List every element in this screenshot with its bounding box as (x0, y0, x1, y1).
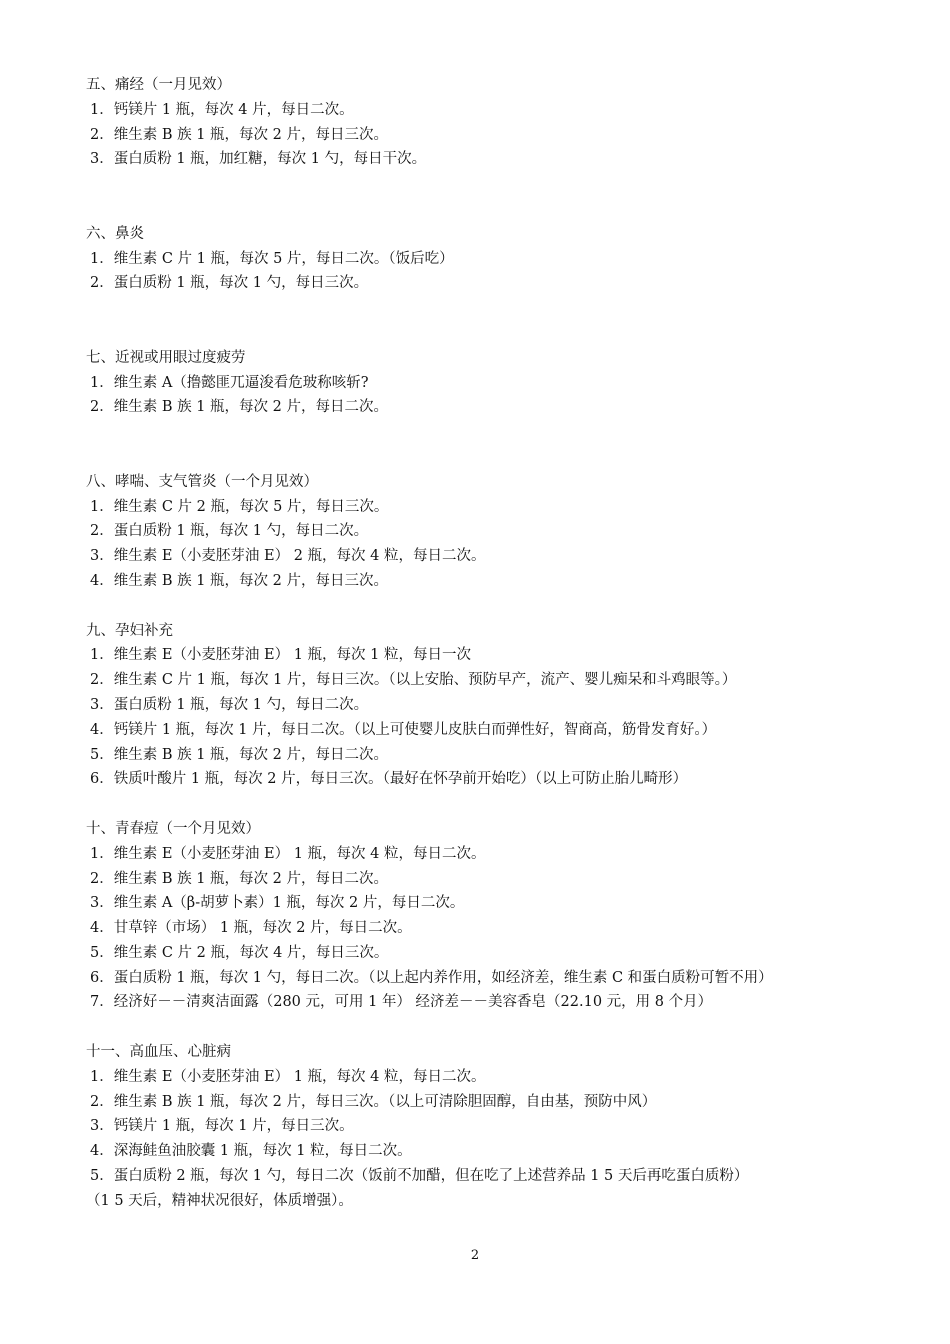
list-item: 6．铁质叶酸片 1 瓶，每次 2 片，每日三次。（最好在怀孕前开始吃）（以上可防止胎儿畸形） (90, 771, 688, 788)
section-heading: 十一、高血压、心脏病 (86, 1044, 231, 1061)
list-item: 3．维生素 A（β-胡萝卜素）1 瓶，每次 2 片，每日二次。 (90, 895, 465, 912)
list-item: 1．维生素 C 片 2 瓶，每次 5 片，每日三次。 (90, 498, 389, 515)
list-item: 2．维生素 B 族 1 瓶，每次 2 片，每日二次。 (90, 399, 388, 416)
section-heading: 九、孕妇补充 (86, 622, 173, 639)
list-item: 3．蛋白质粉 1 瓶，每次 1 勺，每日二次。 (90, 696, 369, 713)
section-eye-fatigue (86, 346, 876, 420)
list-item: 2．蛋白质粉 1 瓶，每次 1 勺，每日二次。 (90, 523, 369, 540)
section-heading: 五、痛经（一月见效） (86, 77, 231, 93)
section-hypertension (86, 1040, 876, 1214)
list-item: 3．钙镁片 1 瓶，每次 1 片，每日三次。 (90, 1118, 354, 1135)
list-item: 2．维生素 B 族 1 瓶，每次 2 片，每日三次。 (90, 126, 388, 143)
list-item: 1．维生素 C 片 1 瓶，每次 5 片，每日二次。（饭后吃） (90, 250, 454, 267)
section-asthma (86, 470, 876, 594)
list-item: 1．维生素 A（撸懿匪兀逼浚看危玻称咳斩? (90, 374, 369, 391)
list-item: 3．蛋白质粉 1 瓶，加红糖，每次 1 勺，每日干次。 (90, 151, 427, 168)
list-item: 4．钙镁片 1 瓶，每次 1 片，每日二次。（以上可使婴儿皮肤白而弹性好，智商高，筋骨发育好。） (90, 721, 717, 738)
list-item: 5．蛋白质粉 2 瓶，每次 1 勺，每日二次（饭前不加醋，但在吃了上述营养品 1 5 天后再吃蛋白质粉） (90, 1168, 749, 1185)
section-heading: 八、哮喘、支气管炎（一个月见效） (86, 473, 318, 490)
section-dysmenorrhea (86, 73, 876, 172)
list-item: 1．钙镁片 1 瓶，每次 4 片，每日二次。 (90, 101, 354, 118)
list-item: 5．维生素 C 片 2 瓶，每次 4 片，每日三次。 (90, 944, 389, 961)
list-item: 4．维生素 B 族 1 瓶，每次 2 片，每日三次。 (90, 572, 388, 589)
section-heading: 十、青春痘（一个月见效） (86, 820, 260, 837)
list-item: 5．维生素 B 族 1 瓶，每次 2 片，每日二次。 (90, 746, 388, 763)
section-acne (86, 817, 876, 1015)
section-heading: 七、近视或用眼过度疲劳 (86, 349, 246, 366)
list-item: 2．蛋白质粉 1 瓶，每次 1 勺，每日三次。 (90, 275, 369, 292)
list-item: 2．维生素 C 片 1 瓶，每次 1 片，每日三次。（以上安胎、预防早产，流产、婴儿痴呆和斗鸡眼等。） (90, 672, 737, 689)
list-item: 1．维生素 E（小麦胚芽油 E） 1 瓶，每次 1 粒，每日一次 (90, 647, 471, 664)
list-item: 2．维生素 B 族 1 瓶，每次 2 片，每日三次。（以上可清除胆固醇，自由基，预防中风） (90, 1093, 657, 1110)
list-item: 6．蛋白质粉 1 瓶，每次 1 勺，每日二次。（以上起内养作用，如经济差，维生素 C 和蛋白质粉可暂不用） (90, 969, 773, 986)
list-item: 3．维生素 E（小麦胚芽油 E） 2 瓶，每次 4 粒，每日二次。 (90, 548, 486, 565)
list-item-continuation: （1 5 天后，精神状况很好，体质增强）。 (86, 1192, 353, 1209)
list-item: 2．维生素 B 族 1 瓶，每次 2 片，每日二次。 (90, 870, 388, 887)
list-item: 4．深海鲑鱼油胶囊 1 瓶，每次 1 粒，每日二次。 (90, 1143, 412, 1160)
list-item: 7．经济好－－清爽洁面露（280 元，可用 1 年） 经济差－－美容香皂（22.10 元，用 8 个月） (90, 994, 713, 1011)
list-item: 1．维生素 E（小麦胚芽油 E） 1 瓶，每次 4 粒，每日二次。 (90, 1068, 486, 1085)
list-item: 4．甘草锌（市场） 1 瓶，每次 2 片，每日二次。 (90, 920, 412, 937)
section-heading: 六、鼻炎 (86, 225, 144, 242)
list-item: 1．维生素 E（小麦胚芽油 E） 1 瓶，每次 4 粒，每日二次。 (90, 845, 486, 862)
section-rhinitis (86, 222, 876, 296)
document-body (86, 73, 876, 1214)
section-pregnancy (86, 619, 876, 793)
page-number: 2 (470, 1248, 480, 1263)
